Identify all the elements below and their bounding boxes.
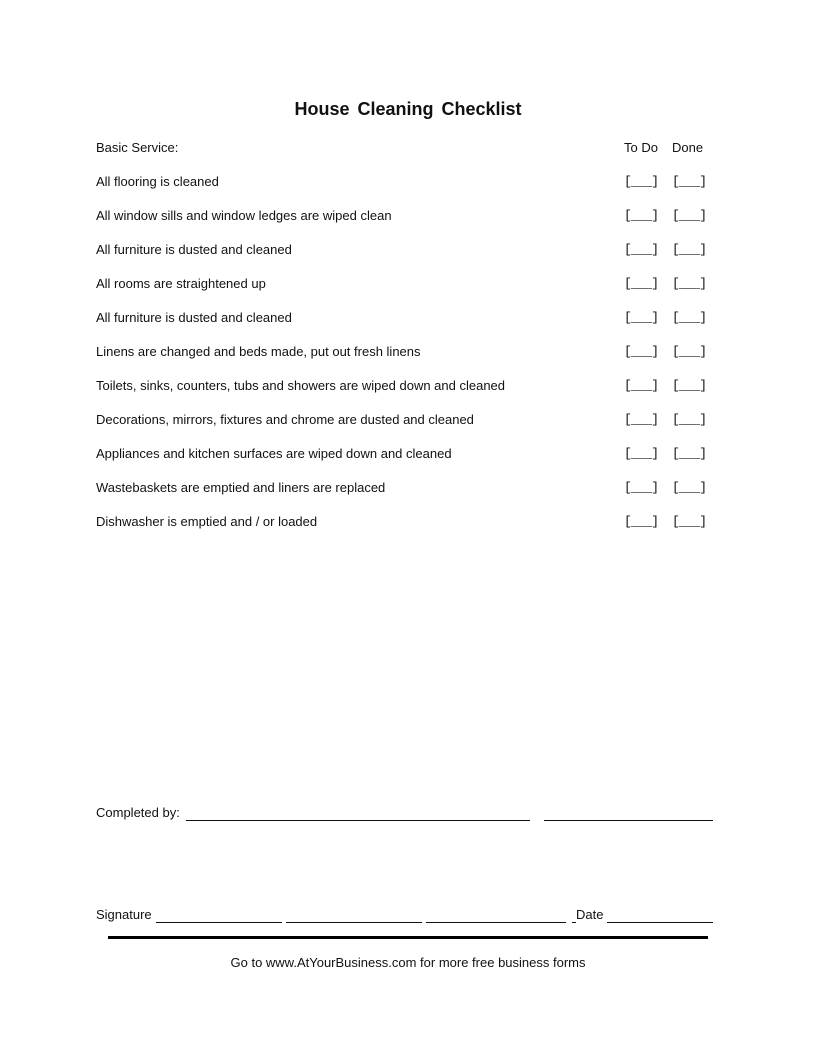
signature-label: Signature (96, 907, 152, 922)
completed-by-extra-line[interactable] (544, 820, 713, 821)
item-label: All furniture is dusted and cleaned (96, 310, 292, 325)
checklist-item (96, 174, 716, 208)
done-checkbox[interactable]: [___] (672, 514, 707, 529)
checklist-item (96, 242, 716, 276)
checklist-item (96, 378, 716, 412)
checklist-item (96, 276, 716, 310)
done-checkbox[interactable]: [___] (672, 208, 707, 223)
item-label: Linens are changed and beds made, put out fresh linens (96, 344, 421, 359)
column-header-todo: To Do (624, 140, 658, 155)
checklist-item (96, 446, 716, 480)
item-label: All flooring is cleaned (96, 174, 219, 189)
done-checkbox[interactable]: [___] (672, 344, 707, 359)
todo-checkbox[interactable]: [___] (624, 514, 659, 529)
footer-text: Go to www.AtYourBusiness.com for more free business forms (230, 955, 586, 970)
page-title: House Cleaning Checklist (294, 99, 522, 119)
section-label: Basic Service: (96, 140, 179, 155)
checklist-item (96, 344, 716, 378)
todo-checkbox[interactable]: [___] (624, 174, 659, 189)
done-checkbox[interactable]: [___] (672, 310, 707, 325)
todo-checkbox[interactable]: [___] (624, 276, 659, 291)
footer-divider (108, 936, 708, 939)
done-checkbox[interactable]: [___] (672, 412, 707, 427)
item-label: Dishwasher is emptied and / or loaded (96, 514, 318, 529)
item-label: All window sills and window ledges are wiped clean (96, 208, 392, 223)
item-label: Wastebaskets are emptied and liners are replaced (96, 480, 386, 495)
item-label: Toilets, sinks, counters, tubs and showers are wiped down and cleaned (96, 378, 506, 393)
todo-checkbox[interactable]: [___] (624, 412, 659, 427)
todo-checkbox[interactable]: [___] (624, 310, 659, 325)
column-header-done: Done (672, 140, 704, 155)
todo-checkbox[interactable]: [___] (624, 378, 659, 393)
done-checkbox[interactable]: [___] (672, 174, 707, 189)
todo-checkbox[interactable]: [___] (624, 446, 659, 461)
done-checkbox[interactable]: [___] (672, 378, 707, 393)
done-checkbox[interactable]: [___] (672, 242, 707, 257)
done-checkbox[interactable]: [___] (672, 276, 707, 291)
todo-checkbox[interactable]: [___] (624, 344, 659, 359)
todo-checkbox[interactable]: [___] (624, 480, 659, 495)
signature-row (96, 907, 716, 927)
signature-line-2[interactable] (286, 922, 422, 923)
signature-line-3[interactable] (426, 922, 566, 923)
signature-line-1[interactable] (156, 922, 282, 923)
completed-by-label: Completed by: (96, 805, 180, 820)
completed-by-name-line[interactable] (186, 820, 530, 821)
date-label: Date (576, 907, 604, 922)
checklist-item (96, 208, 716, 242)
item-label: Appliances and kitchen surfaces are wiped down and cleaned (96, 446, 452, 461)
checklist-item (96, 514, 716, 548)
completed-by-row (96, 805, 716, 825)
date-line[interactable] (607, 922, 713, 923)
checklist-item (96, 480, 716, 514)
item-label: All rooms are straightened up (96, 276, 266, 291)
todo-checkbox[interactable]: [___] (624, 242, 659, 257)
checklist-item (96, 412, 716, 446)
signature-line-4 (572, 922, 576, 923)
checklist-items (96, 174, 716, 548)
todo-checkbox[interactable]: [___] (624, 208, 659, 223)
item-label: All furniture is dusted and cleaned (96, 242, 292, 257)
item-label: Decorations, mirrors, fixtures and chrome are dusted and cleaned (96, 412, 474, 427)
done-checkbox[interactable]: [___] (672, 480, 707, 495)
checklist-item (96, 310, 716, 344)
checklist-header (96, 140, 716, 158)
done-checkbox[interactable]: [___] (672, 446, 707, 461)
